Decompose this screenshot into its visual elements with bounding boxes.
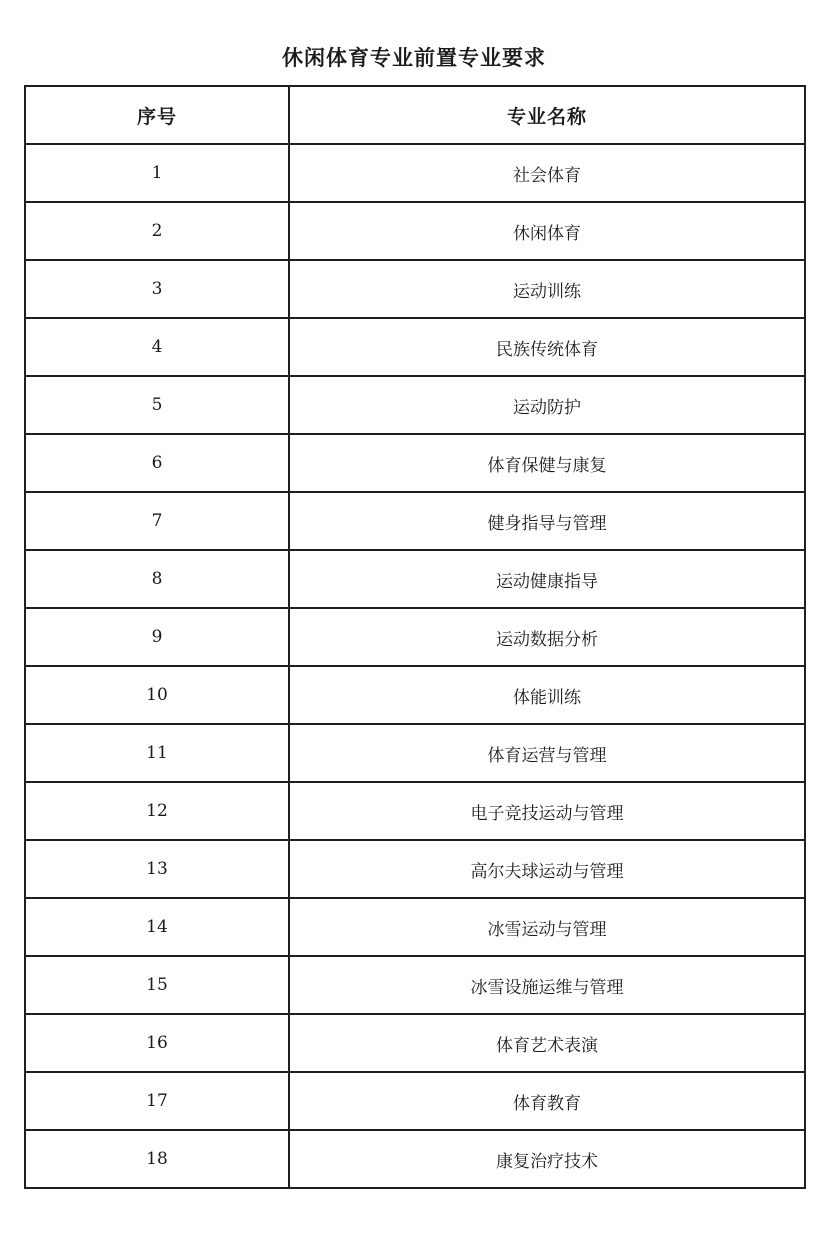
major-name-cell: 冰雪设施运维与管理 xyxy=(289,956,805,1014)
table-row xyxy=(25,608,805,666)
major-name-cell: 运动健康指导 xyxy=(289,550,805,608)
table-row xyxy=(25,956,805,1014)
table-row xyxy=(25,492,805,550)
row-index-cell: 7 xyxy=(25,492,289,550)
major-name-cell: 体能训练 xyxy=(289,666,805,724)
major-name-cell: 体育运营与管理 xyxy=(289,724,805,782)
table-row xyxy=(25,434,805,492)
row-index-cell: 5 xyxy=(25,376,289,434)
major-name-cell: 运动防护 xyxy=(289,376,805,434)
table-row xyxy=(25,1130,805,1188)
table-row xyxy=(25,666,805,724)
row-index-cell: 4 xyxy=(25,318,289,376)
major-table xyxy=(24,85,806,1189)
row-index-cell: 17 xyxy=(25,1072,289,1130)
table-row xyxy=(25,840,805,898)
major-name-cell: 体育保健与康复 xyxy=(289,434,805,492)
table-row xyxy=(25,782,805,840)
table-body xyxy=(25,144,805,1188)
major-name-cell: 休闲体育 xyxy=(289,202,805,260)
table-row xyxy=(25,724,805,782)
row-index-cell: 9 xyxy=(25,608,289,666)
major-name-cell: 高尔夫球运动与管理 xyxy=(289,840,805,898)
table-row xyxy=(25,318,805,376)
column-header-index: 序号 xyxy=(25,86,289,144)
row-index-cell: 2 xyxy=(25,202,289,260)
major-name-cell: 健身指导与管理 xyxy=(289,492,805,550)
table-row xyxy=(25,1072,805,1130)
major-name-cell: 电子竞技运动与管理 xyxy=(289,782,805,840)
row-index-cell: 11 xyxy=(25,724,289,782)
major-name-cell: 体育教育 xyxy=(289,1072,805,1130)
row-index-cell: 12 xyxy=(25,782,289,840)
major-name-cell: 社会体育 xyxy=(289,144,805,202)
column-header-name: 专业名称 xyxy=(289,86,805,144)
row-index-cell: 6 xyxy=(25,434,289,492)
table-row xyxy=(25,1014,805,1072)
row-index-cell: 14 xyxy=(25,898,289,956)
table-row xyxy=(25,898,805,956)
row-index-cell: 16 xyxy=(25,1014,289,1072)
table-row xyxy=(25,202,805,260)
row-index-cell: 8 xyxy=(25,550,289,608)
row-index-cell: 3 xyxy=(25,260,289,318)
row-index-cell: 13 xyxy=(25,840,289,898)
table-row xyxy=(25,260,805,318)
major-name-cell: 康复治疗技术 xyxy=(289,1130,805,1188)
major-name-cell: 运动数据分析 xyxy=(289,608,805,666)
table-row xyxy=(25,376,805,434)
row-index-cell: 10 xyxy=(25,666,289,724)
major-name-cell: 冰雪运动与管理 xyxy=(289,898,805,956)
row-index-cell: 18 xyxy=(25,1130,289,1188)
document-title: 休闲体育专业前置专业要求 xyxy=(282,46,546,70)
table-row xyxy=(25,550,805,608)
major-name-cell: 体育艺术表演 xyxy=(289,1014,805,1072)
row-index-cell: 15 xyxy=(25,956,289,1014)
major-name-cell: 运动训练 xyxy=(289,260,805,318)
row-index-cell: 1 xyxy=(25,144,289,202)
major-name-cell: 民族传统体育 xyxy=(289,318,805,376)
table-header-row xyxy=(25,86,805,144)
table-row xyxy=(25,144,805,202)
